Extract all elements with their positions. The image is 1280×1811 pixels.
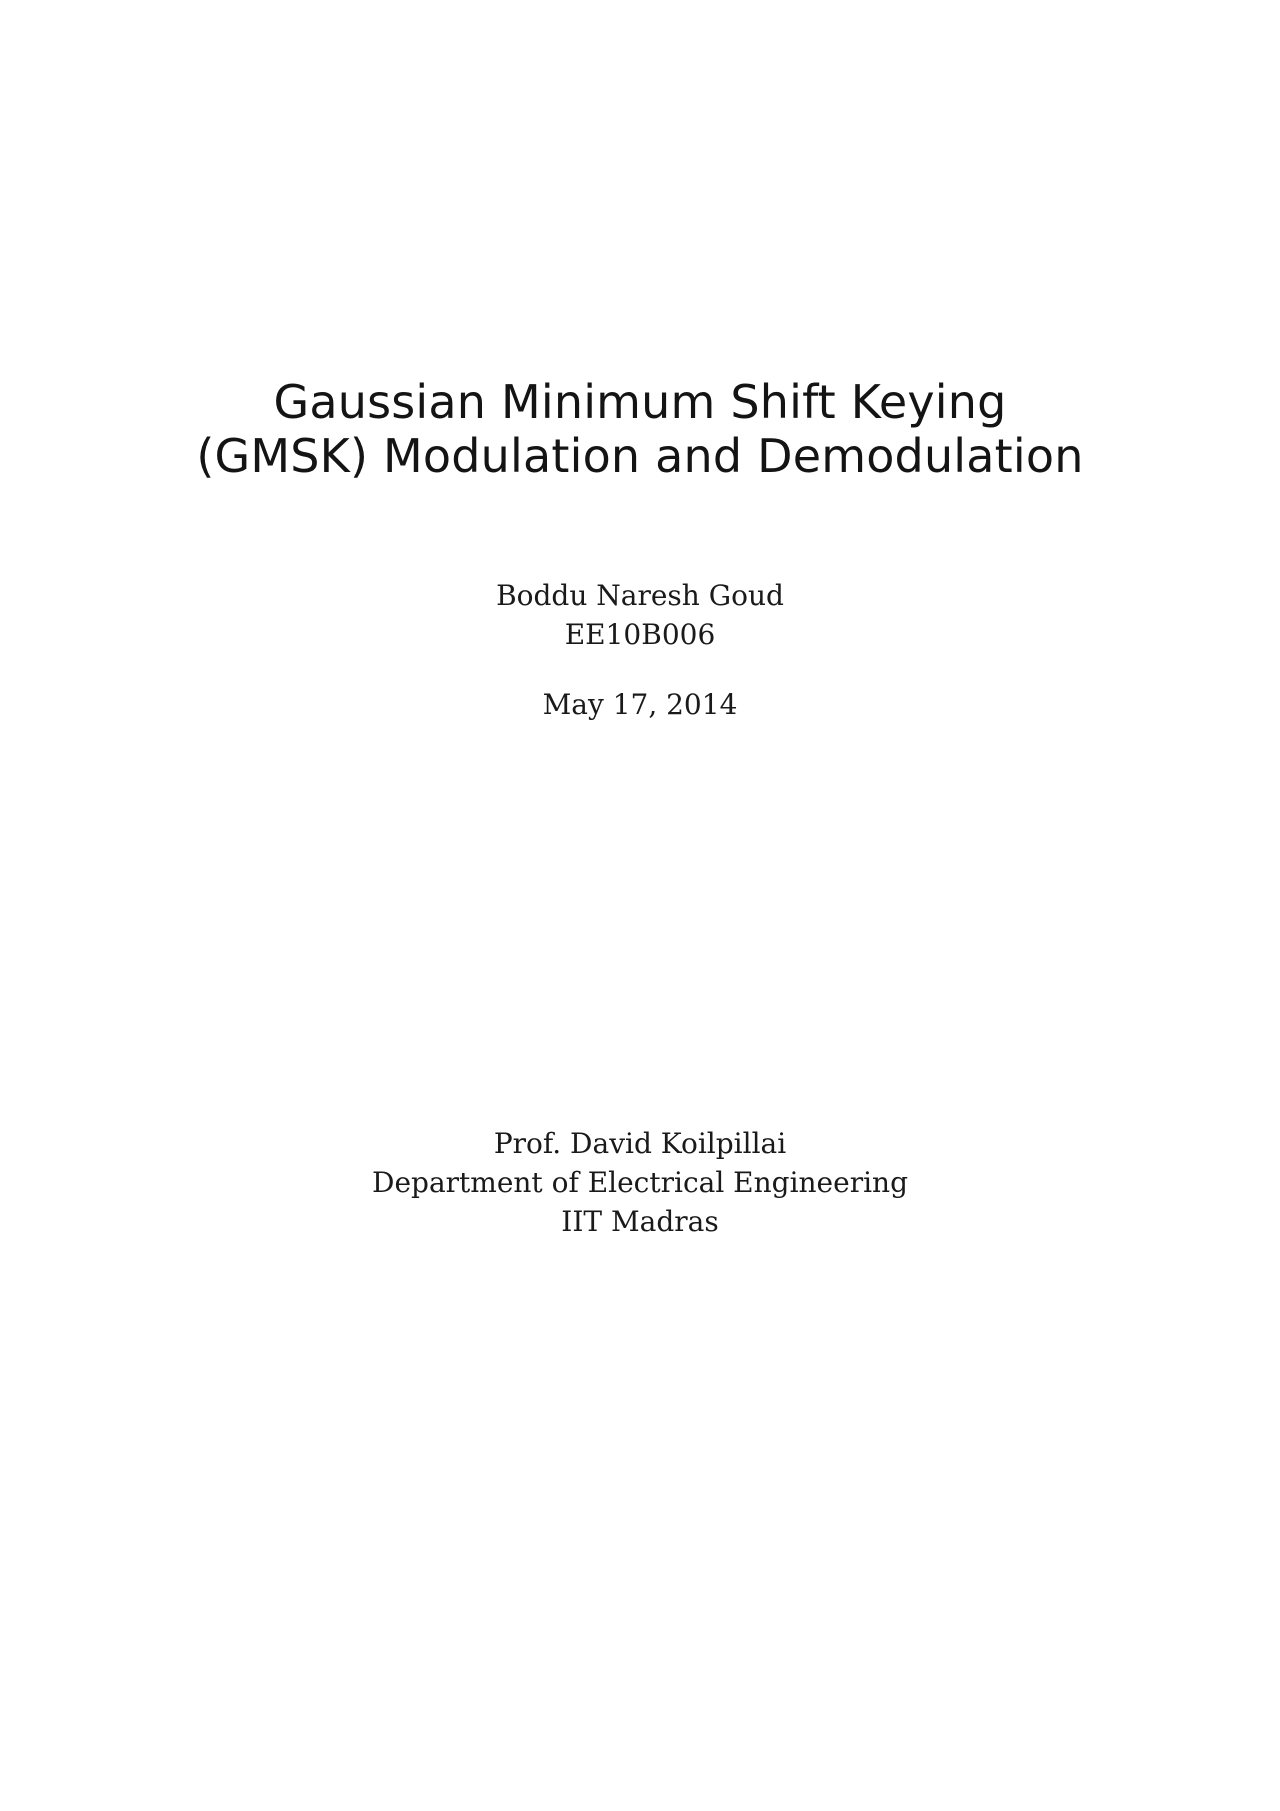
document-date: May 17, 2014 xyxy=(542,688,738,721)
document-title xyxy=(0,375,1280,483)
title-line-1: Gaussian Minimum Shift Keying xyxy=(273,375,1007,429)
advisor-block xyxy=(0,1124,1280,1241)
advisor-department: Department of Electrical Engineering xyxy=(372,1166,908,1199)
advisor-institute: IIT Madras xyxy=(561,1205,719,1238)
author-name: Boddu Naresh Goud xyxy=(496,579,784,612)
author-block xyxy=(0,576,1280,654)
author-roll-number: EE10B006 xyxy=(564,618,716,651)
advisor-name: Prof. David Koilpillai xyxy=(493,1127,787,1160)
title-line-2: (GMSK) Modulation and Demodulation xyxy=(196,429,1084,483)
